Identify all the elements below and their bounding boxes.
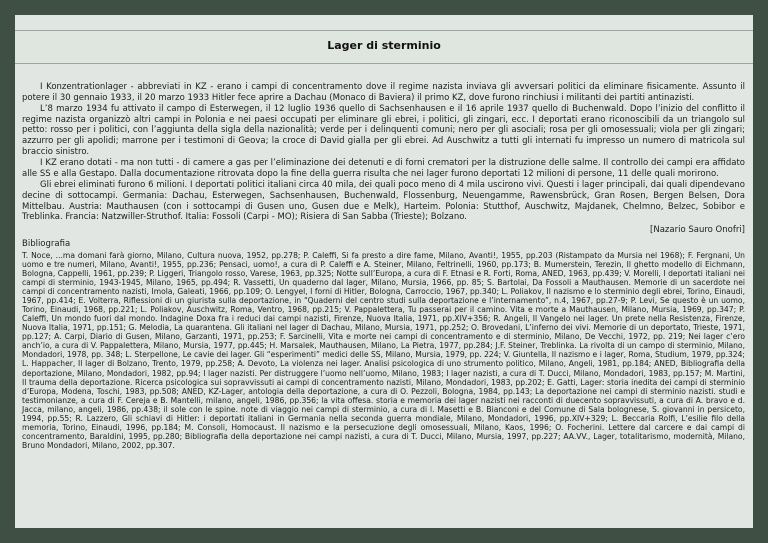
author-signature: [Nazario Sauro Onofri] bbox=[650, 224, 745, 235]
bibliography-text: T. Noce, ...ma domani farà giorno, Milano, Cultura nuova, 1952, pp.278; P. Caleffi, Si fa presto a dire fame, Milano, Avanti!, 1955, pp.203 (Ristampato da Mursia nel 1968); F. Fergnani, Un uomo e tre numeri, Milano, Avanti!, 1955, pp.236; Pensaci, uomo!, a cura di P. Caleffi e A. Steiner, Milano, Feltrinelli, 1960, pp.173; B. Mumerstein, Terezin, Il ghetto modello di Eichmann, Bologna, Cappelli, 1961, pp.239; P. Liggeri, Triangolo rosso, Varese, 1963, pp.325; Notte sull’Europa, a cura di F. Etnasi e R. Forti, Roma, ANED, 1963, pp.439; V. Morelli, I deportati italiani nei campi di sterminio, 1943-1945, Milano, 1965, pp.494; R. Vassetti, Un quaderno dal lager, Milano, Mursia, 1966, pp. 85; S. Bartolai, Da Fossoli a Mauthausen. Memorie di un sacerdote nei campi di concentramento nazisti, Imola, Galeati, 1966, pp.109; O. Lengyel, I forni di Hitler, Bologna, Carroccio, 1967, pp.340; L. Poliakov, Il nazismo e lo sterminio degli ebrei, Torino, Einaudi, 1967, pp.414; E. Volterra, Riflessioni di un giurista sulla deportazione, in “Quaderni del centro studi sulla deportazione e l’internamento”, n.4, 1967, pp.27-9; P. Levi, Se questo è un uomo, Torino, Einaudi, 1968, pp.221; L. Poliakov, Auschwitz, Roma, Ventro, 1968, pp.215; V. Pappalettera, Tu passerai per il camino. Vita e morte a Mauthausen, Milano, Mursia, 1969, pp.347; P. Caleffi, Un mondo fuori dal mondo. Indagine Doxa fra i reduci dai campi nazisti, Firenze, Nuova Italia, 1971, pp.XIV+356; R. Angeli, Il Vangelo nei lager. Un prete nella Resistenza, Firenze, Nuova Italia, 1971, pp.151; G. Melodia, La quarantena. Gli italiani nel lager di Dachau, Milano, Mursia, 1971, pp.252; O. Brovedani, L’inferno dei vivi. Memorie di un deportato, Trieste, 1971, pp.127; A. Carpi, Diario di Gusen, Milano, Garzanti, 1971, pp.253; F. Sarcinelli, Vita e morte nei campi di concentramento e di sterminio, Milano, De Vecchi, 1972, pp. 219; Nei lager c’ero anch’io, a cura di V. Pappalettera, Milano, Mursia, 1977, pp.445; H. Marsalek, Mauthausen, Milano, La Pietra, 1977, pp.284; J.F. Steiner, Treblinka. La rivolta di un campo di sterminio, Milano, Mondadori, 1978, pp. 348; L. Sterpellone, Le cavie dei lager. Gli “esperimenti” medici delle SS, Milano, Mursia, 1979, pp. 224; V. Giuntella, Il nazismo e i lager, Roma, Studium, 1979, pp.324; L. Happacher, Il lager di Bolzano, Trento, 1979, pp.258; A. Devoto, La violenza nei lager. Analisi psicologica di uno strumento politico, Milano, Angeli, 1981, pp.184; ANED, Bibliografia della deportazione, Milano, Mondadori, 1982, pp.94; I lager nazisti. Per distruggere l’uomo nell’uomo, Milano, 1983; I lager nazisti, a cura di T. Ducci, Milano, Mondadori, 1983, pp.157; M. Martini, Il trauma della deportazione. Ricerca psicologica sui sopravvissuti ai campi di concentramento nazisti, Milano, Mondadori, 1983, pp.202; E. Gatti, Lager: storia inedita dei campi di sterminio d’Europa, Modena, Toschi, 1983, pp.508; ANED, KZ-Lager, antologia della deportazione, a cura di O. Pezzoli, Bologna, 1984, pp.143; La deportazione nei campi di sterminio nazisti. studi e testimonianze, a cura di F. Cereja e B. Mantelli, milano, angeli, 1986, pp.356; la vita offesa. storia e memoria dei lager nazisti nei racconti di duecento sopravvissuti, a cura di A. bravo e d. Jacca, milano, angeli, 1986, pp.438; il sole con le spine. note di viaggio nei campi di sterminio, a cura di l. Masetti e B. Bianconi e del Comune di Sala bolognese, S. giovanni in persiceto, 1994, pp.55; R. Lazzero, Gli schiavi di Hitler: i deportati italiani in Germania nella seconda guerra mondiale, Milano, Mondadori, 1996, pp.XIV+329; L. Beccaria Rolfi, L’esilie filo della memoria, Torino, Einaudi, 1996, pp.184; M. Consoli, Homocaust. Il nazismo e la persecuzione degli omosessuali, Milano, Kaos, 1996; O. Focherini. Lettere dal carcere e dai campi di concentramento, Baraldini, 1995, pp.280; Bibliografia della deportazione nei campi nazisti, a cura di T. Ducci, Milano, Mursia, 1997, pp.227; AA.VV., Lager, totalitarismo, modernità, Milano, Bruno Mondadori, Milano, 2002, pp.307. bbox=[22, 250, 745, 450]
page-title: Lager di sterminio bbox=[327, 39, 441, 52]
paragraph-1: I Konzentrationlager - abbreviati in KZ - erano i campi di concentramento dove il regime nazista inviava gli avversari politici da eliminare fisicamente. Assunto il potere il 30 gennaio 1933, il 20 marzo 1933 Hitler fece aprire a Dachau (Monaco di Baviera) il primo KZ, dove furono rinchiusi i militanti dei partiti antinazisti. bbox=[22, 82, 745, 103]
bibliography-heading: Bibliografia bbox=[22, 239, 71, 250]
paragraph-4: Gli ebrei eliminati furono 6 milioni. I deportati politici italiani circa 40 mila, dei quali poco meno di 4 mila uscirono vivi. Questi i lager principali, dai quali dipendevano decine di sottocampi. Germania: Dachau, Esterwegen, Sachsenhausen, Buchenwald, Flossenburg, Neuengamme, Rawensbrück, Gran Rosen, Bergen Belsen, Dora Mittelbau. Austria: Mauthausen (con i sottocampi di Gusen uno, Gusen due e Melk), Harteim. Polonia: Stutthof, Auschwitz, Majdanek, Chelmno, Belzec, Sobibor e Treblinka. Francia: Natzwiller-Struthof. Italia: Fossoli (Carpi - MO); Risiera di San Sabba (Trieste); Bolzano. bbox=[22, 180, 745, 223]
paragraph-2: L’8 marzo 1934 fu attivato il campo di Esterwegen, il 12 luglio 1936 quello di Sachsenhausen e il 16 aprile 1937 quello di Buchenwald. Dopo l’inizio del conflitto il regime nazista organizzò altri campi in Polonia e nei paesi occupati per eliminare gli ebrei, i politici, gli zingari, ecc. I deportati erano riconoscibili da un triangolo sul petto: rosso per i politici, con l’aggiunta della sigla della nazionalità; verde per i delinquenti comuni; nero per gli asociali; rosa per gli omosessuali; viola per gli zingari; azzurro per gli apolidi; marrone per i testimoni di Geova; la croce di David gialla per gli ebrei. Ad Auschwitz a tutti gli internati fu impresso un numero di matricola sul braccio sinistro. bbox=[22, 104, 745, 157]
article-body bbox=[22, 82, 745, 450]
title-bar bbox=[15, 30, 753, 64]
paragraph-3: I KZ erano dotati - ma non tutti - di camere a gas per l’eliminazione dei detenuti e di forni crematori per la distruzione delle salme. Il controllo dei campi era affidato alle SS e alla Gestapo. Dalla documentazione ritrovata dopo la fine della guerra risulta che nei lager furono deportati 12 milioni di persone, 11 delle quali morirono. bbox=[22, 158, 745, 179]
document-page bbox=[15, 15, 753, 528]
